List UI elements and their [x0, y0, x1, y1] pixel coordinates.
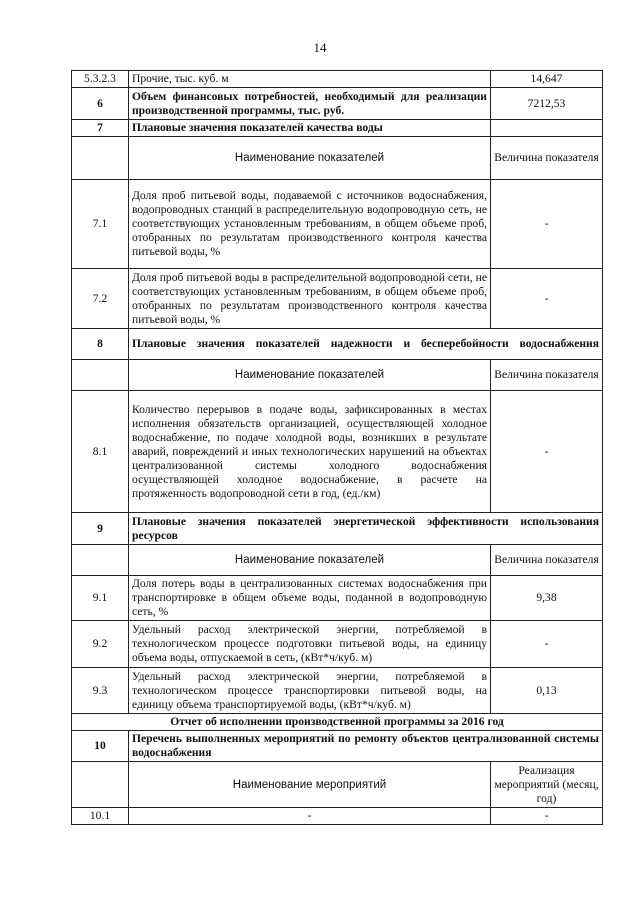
table-row — [72, 808, 603, 825]
empty-cell — [72, 545, 129, 576]
column-header-value: Величина показателя — [491, 545, 603, 576]
table-row — [72, 391, 603, 513]
row-text: Доля проб питьевой воды в распределительной водопроводной сети, не соответствующих установленным требованиям, в общем объеме проб, отобранных по результатам производственного контроля качества питьевой воды, % — [129, 269, 491, 329]
table-row — [72, 269, 603, 329]
table-row — [72, 180, 603, 269]
section-row — [72, 329, 603, 360]
report-heading: Отчет об исполнении производственной программы за 2016 год — [72, 714, 603, 731]
column-header-row — [72, 137, 603, 180]
row-value: - — [491, 808, 603, 825]
row-text: Доля проб питьевой воды, подаваемой с источников водоснабжения, водопроводных станций в распределительную водопроводную сеть, не соответствующих установленным требованиям, в общем объеме проб, отобранных по результатам производственного контроля качества питьевой воды, % — [129, 180, 491, 269]
section-title: Плановые значения показателей качества воды — [129, 120, 491, 137]
row-value: 14,647 — [491, 71, 603, 88]
empty-cell — [72, 137, 129, 180]
row-number: 6 — [72, 88, 129, 120]
table-row — [72, 621, 603, 668]
table-row — [72, 88, 603, 120]
column-header-name: Наименование показателей — [129, 545, 491, 576]
section-row — [72, 731, 603, 762]
table-row — [72, 576, 603, 621]
row-text: Удельный расход электрической энергии, потребляемой в технологическом процессе подготовки питьевой воды, на единицу объема воды, отпускаемой в сеть, (кВт*ч/куб. м) — [129, 621, 491, 668]
row-value: 9,38 — [491, 576, 603, 621]
row-number: 7.1 — [72, 180, 129, 269]
row-value: 7212,53 — [491, 88, 603, 120]
row-value: - — [491, 180, 603, 269]
row-value: - — [491, 269, 603, 329]
empty-cell — [491, 120, 603, 137]
table-row — [72, 668, 603, 714]
section-title: Плановые значения показателей энергетической эффективности использования ресурсов — [129, 513, 603, 545]
row-text: Доля потерь воды в централизованных системах водоснабжения при транспортировке в общем объеме воды, поданной в водопроводную сеть, % — [129, 576, 491, 621]
row-value: 0,13 — [491, 668, 603, 714]
column-header-value: Величина показателя — [491, 360, 603, 391]
column-header-value: Величина показателя — [491, 137, 603, 180]
row-number: 9 — [72, 513, 129, 545]
section-row — [72, 513, 603, 545]
row-text: Объем финансовых потребностей, необходимый для реализации производственной программы, тыс. руб. — [129, 88, 491, 120]
row-number: 8.1 — [72, 391, 129, 513]
row-text: Прочие, тыс. куб. м — [129, 71, 491, 88]
row-number: 9.1 — [72, 576, 129, 621]
column-header-name: Наименование показателей — [129, 137, 491, 180]
empty-cell — [72, 360, 129, 391]
row-number: 10.1 — [72, 808, 129, 825]
column-header-row — [72, 545, 603, 576]
program-table — [71, 70, 603, 825]
row-number: 10 — [72, 731, 129, 762]
row-value: - — [491, 621, 603, 668]
report-heading-row — [72, 714, 603, 731]
row-number: 8 — [72, 329, 129, 360]
row-text: Удельный расход электрической энергии, потребляемой в технологическом процессе транспортировки питьевой воды, на единицу объема транспортируемой воды, (кВт*ч/куб. м) — [129, 668, 491, 714]
section-row — [72, 120, 603, 137]
row-text: - — [129, 808, 491, 825]
column-header-row — [72, 762, 603, 808]
row-value: - — [491, 391, 603, 513]
empty-cell — [72, 762, 129, 808]
column-header-row — [72, 360, 603, 391]
row-text: Количество перерывов в подаче воды, зафиксированных в местах исполнения обязательств организацией, осуществляющей холодное водоснабжение, по подаче холодной воды, возникших в результате аварий, повреждений и иных технологических нарушений на объектах централизованной системы холодного водоснабжения осуществляющей холодное водоснабжение, в расчете на протяженность водопроводной сети в год, (ед./км) — [129, 391, 491, 513]
row-number: 5.3.2.3 — [72, 71, 129, 88]
row-number: 7 — [72, 120, 129, 137]
section-title: Плановые значения показателей надежности и бесперебойности водоснабжения — [129, 329, 603, 360]
row-number: 7.2 — [72, 269, 129, 329]
row-number: 9.2 — [72, 621, 129, 668]
section-title: Перечень выполненных мероприятий по ремонту объектов централизованной системы водоснабжения — [129, 731, 603, 762]
column-header-name: Наименование мероприятий — [129, 762, 491, 808]
page-number: 14 — [313, 40, 327, 55]
column-header-name: Наименование показателей — [129, 360, 491, 391]
row-number: 9.3 — [72, 668, 129, 714]
column-header-value: Реализация мероприятий (месяц, год) — [491, 762, 603, 808]
table-row — [72, 71, 603, 88]
